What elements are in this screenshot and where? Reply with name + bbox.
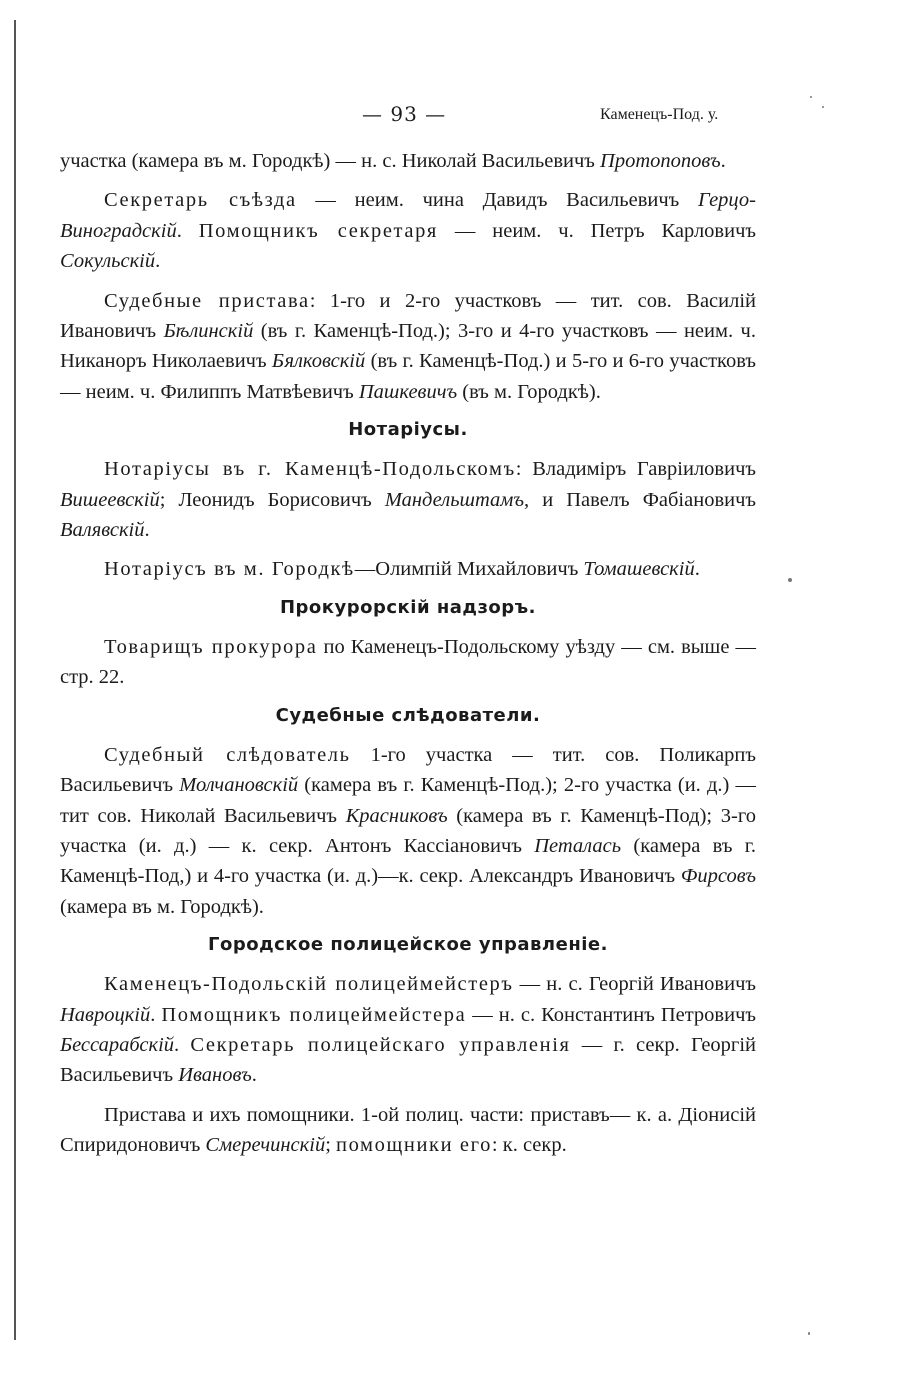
page-number: — 93 — (362, 102, 447, 126)
person-name: Петалась (534, 834, 622, 857)
section-heading-investigators: Судебные слѣдователи. (275, 704, 541, 726)
person-name: Фирсовъ (680, 865, 756, 888)
section-heading-notaries: Нотаріусы. (348, 419, 468, 441)
paragraph-3: Судебные пристава: 1-го и 2-го участковъ — тит. сов. Василій Ивановичъ Бѣлинскій (въ г. Каменцѣ-Под.); 3-го и 4-го участковъ — неим. ч. Никаноръ Николаевичъ Бялковскій (въ г. Каменцѣ-Под.) и 5-го и 6-го участковъ — неим. ч. Филиппъ Матвѣевичъ Пашкевичъ (въ м. Городкѣ). (60, 289, 757, 403)
person-name: Смеречинскій (205, 1134, 326, 1157)
person-name: Красниковъ (345, 804, 448, 827)
person-name: Пашкевичъ (358, 380, 458, 403)
paragraph-9: Пристава и ихъ помощники. 1-ой полиц. части: приставъ— к. а. Діонисій Спиридоновичъ Смеречинскій; помощники его: к. секр. (60, 1103, 756, 1157)
person-name: Томашевскій (583, 558, 695, 581)
person-name: Молчановскій (179, 774, 299, 797)
body-text (60, 146, 756, 1170)
running-head: Каменецъ-Под. у. (600, 106, 719, 123)
paragraph-8: Каменецъ-Подольскій полицеймейстеръ — н. с. Георгій Ивановичъ Навроцкій. Помощникъ полицеймейстера — н. с. Константинъ Петровичъ Бессарабскій. Секретарь полицейскаго управленія — г. секр. Георгій Васильевичъ Ивановъ. (60, 973, 756, 1087)
person-name: Навроцкій (60, 1003, 151, 1026)
paragraph-1: участка (камера въ м. Городкѣ) — н. с. Николай Васильевичъ Протопоповъ. (60, 150, 726, 172)
person-name: Мандельштамъ (384, 488, 525, 511)
paragraph-6: Товарищъ прокурора по Каменецъ-Подольскому уѣзду — см. выше — стр. 22. (60, 635, 756, 689)
paragraph-4: Нотаріусы въ г. Каменцѣ-Подольскомъ: Владиміръ Гавріиловичъ Вишеевскій; Леонидъ Борисовичъ Мандельштамъ, и Павелъ Фабіановичъ Валявскій. (60, 458, 756, 542)
person-name: Бялковскій (271, 350, 366, 373)
print-speck (822, 106, 824, 108)
print-speck (788, 578, 792, 582)
print-speck (810, 96, 812, 98)
paragraph-5: Нотаріусъ въ м. Городкѣ—Олимпій Михайловичъ Томашевскій. (104, 558, 700, 581)
person-name: Вишеевскій (60, 488, 160, 511)
person-name: Ивановъ (178, 1064, 252, 1087)
person-name: Протопоповъ (600, 150, 721, 172)
person-name: Валявскій (60, 519, 145, 542)
section-heading-prosecutor: Прокурорскій надзоръ. (279, 596, 537, 618)
print-speck (808, 1332, 810, 1335)
person-name: Бессарабскій (60, 1033, 175, 1056)
section-heading-police: Городское полицейское управленіе. (208, 934, 608, 956)
person-name: Бѣлинскій (163, 320, 254, 343)
paragraph-2: Секретарь съѣзда — неим. чина Давидъ Васильевичъ Герцо-Виноградскій. Помощникъ секретаря — неим. ч. Петръ Карловичъ Сокульскій. (60, 189, 756, 273)
page-edge-line (14, 20, 16, 1340)
paragraph-7: Судебный слѣдователь 1-го участка — тит. сов. Поликарпъ Васильевичъ Молчановскій (камера въ г. Каменцѣ-Под.); 2-го участка (и. д.) — тит сов. Николай Васильевичъ Красниковъ (камера въ г. Каменцѣ-Под); 3-го участка (и. д.) — к. секр. Антонъ Кассіановичъ Петалась (камера въ г. Каменцѣ-Под,) и 4-го участка (и. д.)—к. секр. Александръ Ивановичъ Фирсовъ (камера въ м. Городкѣ). (60, 743, 756, 918)
person-name: Герцо-Виноградскій (60, 189, 756, 242)
person-name: Сокульскій (60, 250, 156, 273)
page-header (0, 102, 900, 132)
